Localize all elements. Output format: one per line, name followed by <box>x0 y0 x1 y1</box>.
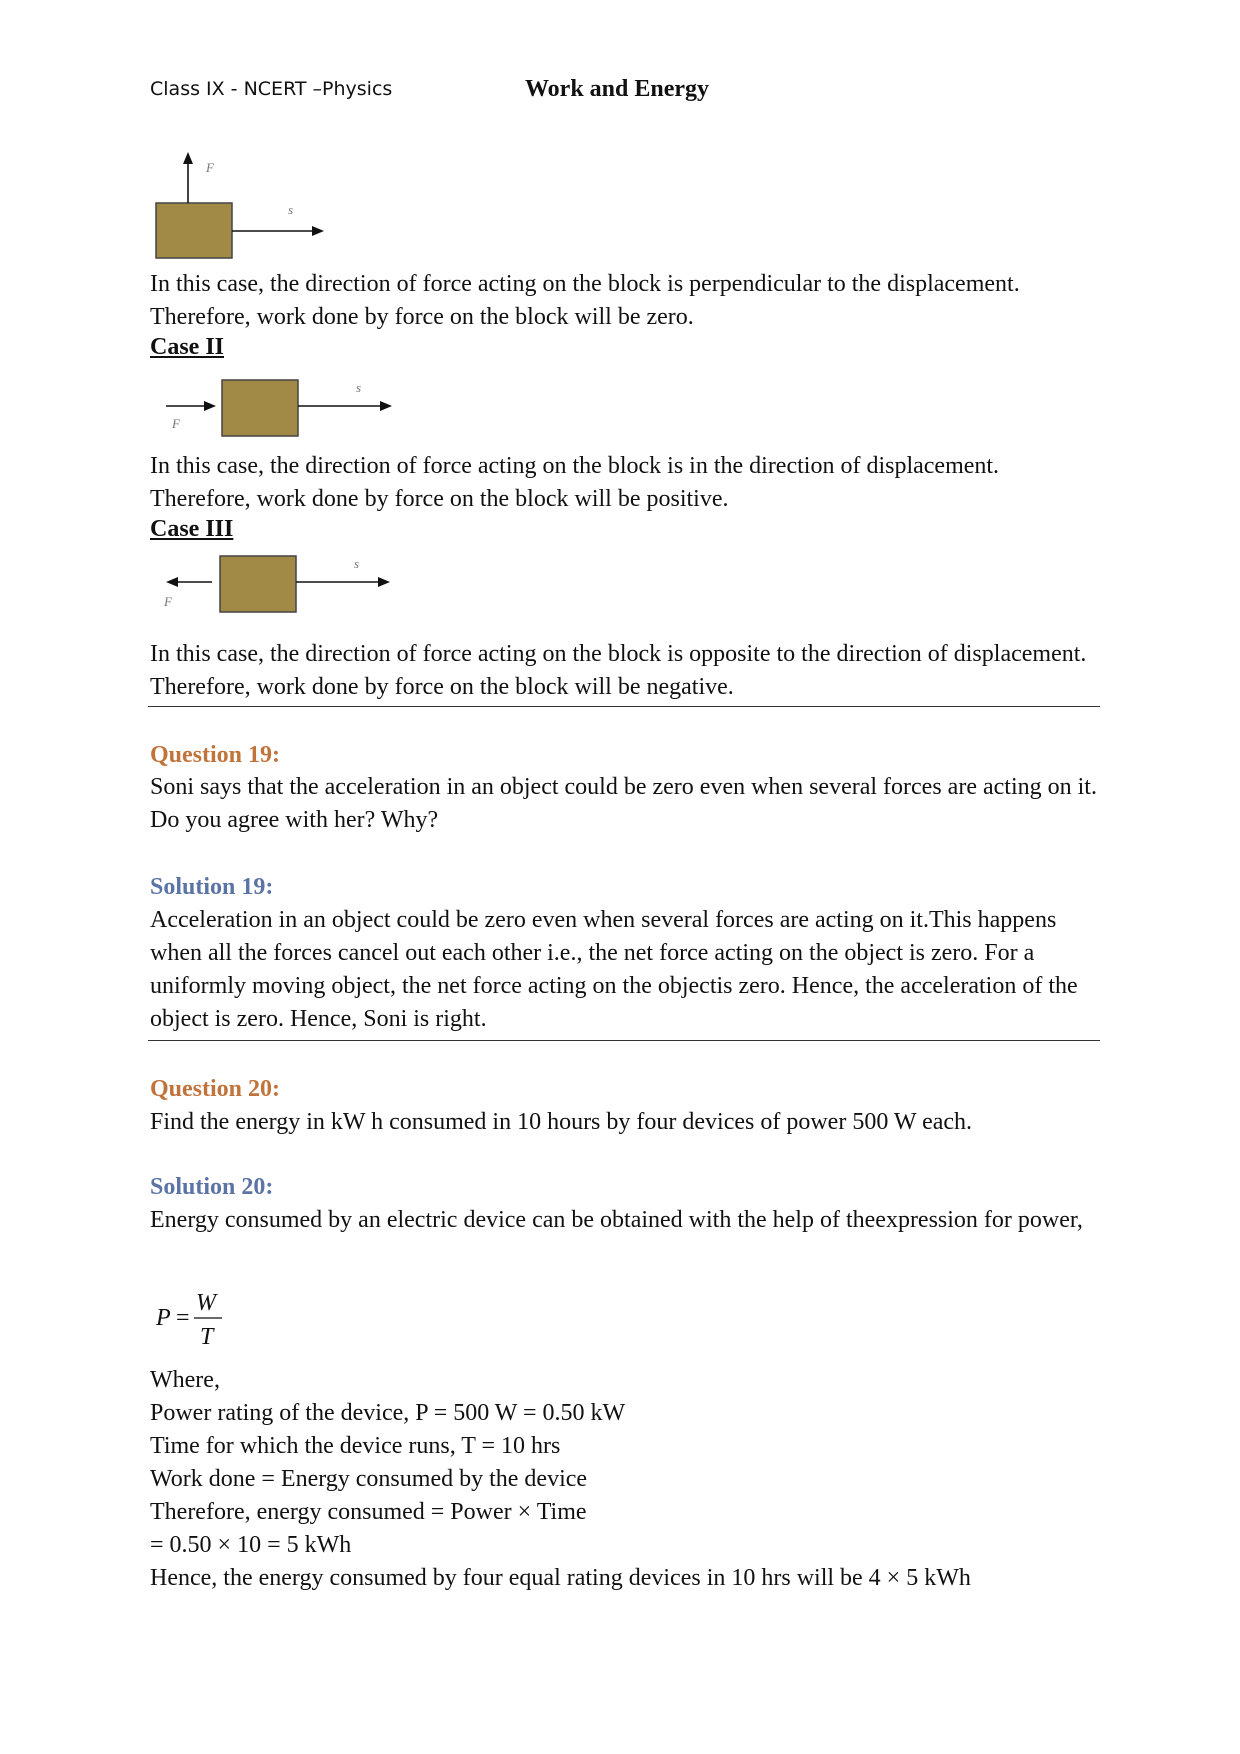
solution-19-text: Acceleration in an object could be zero even when several forces are acting on it.This happens when all the forces cancel out each other i.e., the net force acting on the object is zero. For a uniformly moving object, the net force acting on the objectis zero. Hence, the acceleration of the object is zero. Hence, Soni is right. <box>150 907 1078 1032</box>
displacement-label: s <box>288 202 294 217</box>
force-arrowhead <box>183 152 193 164</box>
formula-lhs: P <box>156 1305 171 1331</box>
case2-figure <box>160 376 400 446</box>
solution-20-heading: Solution 20: <box>150 1174 274 1200</box>
case2-text: In this case, the direction of force acting on the block is in the direction of displacement. Therefore, work done by force on the block will be positive. <box>150 453 1000 512</box>
solution-20-line: Hence, the energy consumed by four equal rating devices in 10 hrs will be 4 × 5 kWh <box>150 1565 971 1591</box>
force-label: F <box>172 416 180 431</box>
case3-heading: Case III <box>150 516 234 542</box>
block <box>156 203 232 258</box>
force-arrowhead <box>166 577 178 587</box>
question-19-text: Soni says that the acceleration in an object could be zero even when several forces are acting on it. Do you agree with her? Why? <box>150 774 1097 833</box>
displacement-arrowhead <box>312 226 324 236</box>
formula-numerator: W <box>196 1290 216 1316</box>
header-course: Class IX - NCERT –Physics <box>150 78 393 100</box>
solution-20-line: Work done = Energy consumed by the device <box>150 1466 588 1492</box>
case1-text: In this case, the direction of force acting on the block is perpendicular to the displacement. Therefore, work done by force on the block will be zero. <box>150 271 1020 330</box>
formula-denominator: T <box>200 1324 214 1350</box>
power-formula <box>152 1280 272 1354</box>
displacement-label: s <box>356 380 362 395</box>
displacement-label: s <box>354 556 360 571</box>
force-arrowhead <box>204 401 216 411</box>
divider <box>148 706 1100 707</box>
solution-20-line: Where, <box>150 1367 220 1393</box>
displacement-arrowhead <box>378 577 390 587</box>
block <box>220 556 296 612</box>
force-label: F <box>206 160 214 175</box>
solution-20-line: Power rating of the device, P = 500 W = 0.50 kW <box>150 1400 626 1426</box>
solution-20-line: Therefore, energy consumed = Power × Time <box>150 1499 587 1525</box>
case2-heading: Case II <box>150 334 225 360</box>
case1-figure <box>150 150 330 262</box>
case3-text: In this case, the direction of force acting on the block is opposite to the direction of displacement. Therefore, work done by force on the block will be negative. <box>150 641 1087 700</box>
question-20-text: Find the energy in kW h consumed in 10 hours by four devices of power 500 W each. <box>150 1109 973 1135</box>
case3-figure <box>160 552 400 622</box>
solution-20-intro: Energy consumed by an electric device can be obtained with the help of theexpression for power, <box>150 1207 1083 1233</box>
solution-20-line: Time for which the device runs, T = 10 hrs <box>150 1433 561 1459</box>
block <box>222 380 298 436</box>
question-19-heading: Question 19: <box>150 742 281 768</box>
solution-19-heading: Solution 19: <box>150 874 274 900</box>
header-chapter-title: Work and Energy <box>525 76 710 102</box>
question-20-heading: Question 20: <box>150 1076 281 1102</box>
solution-20-line: = 0.50 × 10 = 5 kWh <box>150 1532 352 1558</box>
displacement-arrowhead <box>380 401 392 411</box>
formula-equals: = <box>176 1305 190 1331</box>
force-label: F <box>164 594 172 609</box>
divider <box>148 1040 1100 1041</box>
